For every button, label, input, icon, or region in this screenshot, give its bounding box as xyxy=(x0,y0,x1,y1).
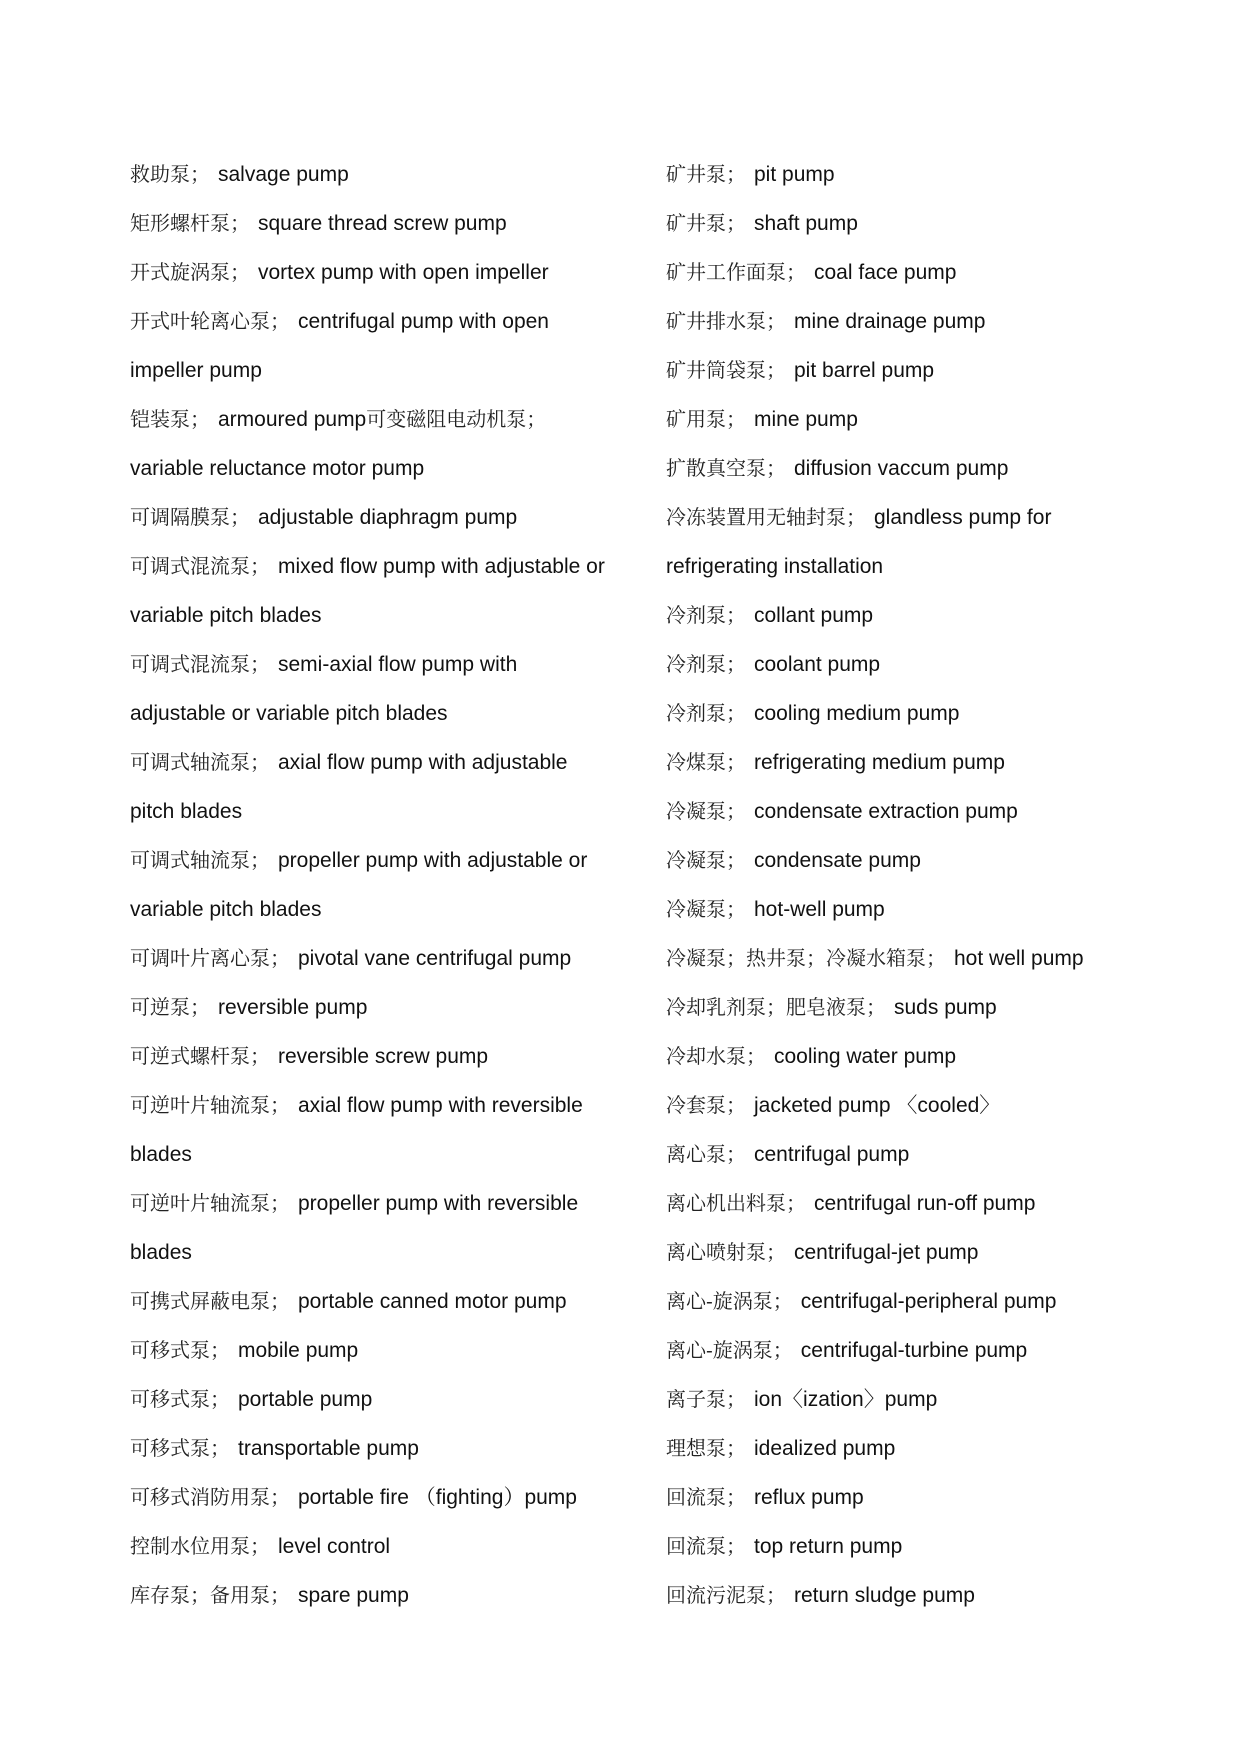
chinese-term: 可逆叶片轴流泵； xyxy=(130,1191,290,1215)
glossary-line xyxy=(666,1473,1176,1522)
glossary-line xyxy=(130,787,630,836)
glossary-line xyxy=(130,983,630,1032)
chinese-term: 救助泵； xyxy=(130,162,210,186)
glossary-line xyxy=(130,1424,630,1473)
english-term: transportable pump xyxy=(238,1437,419,1460)
english-term: collant pump xyxy=(754,604,874,627)
english-term: blades xyxy=(130,1143,192,1166)
glossary-line xyxy=(130,444,630,493)
english-term: centrifugal pump with open xyxy=(298,310,549,333)
english-term: idealized pump xyxy=(754,1437,896,1460)
english-term: coolant pump xyxy=(754,653,881,676)
glossary-line xyxy=(666,1277,1176,1326)
chinese-term: 开式旋涡泵； xyxy=(130,260,250,284)
chinese-term: 铠装泵； xyxy=(130,407,210,431)
chinese-term: 可移式消防用泵； xyxy=(130,1485,290,1509)
glossary-line xyxy=(130,738,630,787)
english-term: propeller pump with reversible xyxy=(298,1192,579,1215)
chinese-term: 可移式泵； xyxy=(130,1387,230,1411)
english-term: pit pump xyxy=(754,163,835,186)
chinese-term: 离心-旋涡泵； xyxy=(666,1289,793,1313)
english-term: variable pitch blades xyxy=(130,604,322,627)
glossary-line xyxy=(130,297,630,346)
glossary-line xyxy=(666,689,1176,738)
chinese-term: 冷冻装置用无轴封泵； xyxy=(666,505,866,529)
english-term: salvage pump xyxy=(218,163,349,186)
chinese-term: 矿井筒袋泵； xyxy=(666,358,786,382)
english-term: centrifugal-peripheral pump xyxy=(800,1290,1057,1313)
glossary-line xyxy=(666,591,1176,640)
glossary-line xyxy=(130,1228,630,1277)
chinese-term: 冷却乳剂泵；肥皂液泵； xyxy=(666,995,886,1019)
glossary-line xyxy=(130,885,630,934)
chinese-term: 扩散真空泵； xyxy=(666,456,786,480)
glossary-line xyxy=(130,346,630,395)
english-term: impeller pump xyxy=(130,359,262,382)
english-term: shaft pump xyxy=(754,212,858,235)
english-term: centrifugal run-off pump xyxy=(814,1192,1036,1215)
glossary-line xyxy=(130,1473,630,1522)
chinese-term: 离子泵； xyxy=(666,1387,746,1411)
glossary-line xyxy=(130,1522,630,1571)
english-term: variable reluctance motor pump xyxy=(130,457,425,480)
glossary-line xyxy=(666,885,1176,934)
english-term: reversible pump xyxy=(218,996,368,1019)
glossary-line xyxy=(666,150,1176,199)
english-term: propeller pump with adjustable or xyxy=(278,849,588,872)
chinese-term: 冷剂泵； xyxy=(666,603,746,627)
english-term: centrifugal pump xyxy=(754,1143,910,1166)
english-term: cooling water pump xyxy=(774,1045,957,1068)
glossary-line xyxy=(666,1179,1176,1228)
chinese-term: 可携式屏蔽电泵； xyxy=(130,1289,290,1313)
chinese-term: 离心-旋涡泵； xyxy=(666,1338,793,1362)
glossary-line xyxy=(666,738,1176,787)
glossary-line xyxy=(130,1326,630,1375)
english-term: vortex pump with open impeller xyxy=(258,261,549,284)
glossary-line xyxy=(666,542,1176,591)
chinese-term: 矿井泵； xyxy=(666,162,746,186)
glossary-line xyxy=(130,1277,630,1326)
chinese-term: 回流泵； xyxy=(666,1534,746,1558)
english-term: cooling medium pump xyxy=(754,702,960,725)
chinese-term: 可逆叶片轴流泵； xyxy=(130,1093,290,1117)
chinese-term: 可逆泵； xyxy=(130,995,210,1019)
chinese-term: 可调隔膜泵； xyxy=(130,505,250,529)
glossary-line xyxy=(666,1032,1176,1081)
english-term: axial flow pump with adjustable xyxy=(278,751,568,774)
chinese-term: 离心机出料泵； xyxy=(666,1191,806,1215)
english-term: mobile pump xyxy=(238,1339,359,1362)
glossary-line xyxy=(666,787,1176,836)
glossary-line xyxy=(130,591,630,640)
english-term: pit barrel pump xyxy=(794,359,935,382)
glossary-line xyxy=(666,836,1176,885)
english-term: refrigerating installation xyxy=(666,555,884,578)
chinese-term: 冷凝泵； xyxy=(666,848,746,872)
glossary-line xyxy=(666,1424,1176,1473)
english-term: portable pump xyxy=(238,1388,373,1411)
english-term: diffusion vaccum pump xyxy=(794,457,1009,480)
english-term: refrigerating medium pump xyxy=(754,751,1005,774)
english-term: glandless pump for xyxy=(874,506,1052,529)
chinese-term: 可移式泵； xyxy=(130,1338,230,1362)
chinese-term: 冷凝泵； xyxy=(666,897,746,921)
english-term: ion〈ization〉pump xyxy=(754,1388,938,1411)
glossary-line xyxy=(130,1375,630,1424)
glossary-line xyxy=(666,1228,1176,1277)
glossary-line xyxy=(666,983,1176,1032)
chinese-term: 可移式泵； xyxy=(130,1436,230,1460)
english-term: portable fire （fighting）pump xyxy=(298,1486,577,1509)
chinese-term: 可调式混流泵； xyxy=(130,554,270,578)
glossary-line xyxy=(666,395,1176,444)
english-term: condensate extraction pump xyxy=(754,800,1018,823)
chinese-term: 矩形螺杆泵； xyxy=(130,211,250,235)
english-term: adjustable or variable pitch blades xyxy=(130,702,448,725)
english-term: jacketed pump 〈cooled〉 xyxy=(754,1094,1001,1117)
glossary-line xyxy=(130,1081,630,1130)
english-term: adjustable diaphragm pump xyxy=(258,506,518,529)
glossary-line xyxy=(666,1522,1176,1571)
english-term: mine pump xyxy=(754,408,858,431)
glossary-line xyxy=(666,640,1176,689)
english-term: centrifugal-jet pump xyxy=(794,1241,979,1264)
english-term: pitch blades xyxy=(130,800,243,823)
chinese-term: 冷凝泵；热井泵；冷凝水箱泵； xyxy=(666,946,946,970)
chinese-term: 可调式混流泵； xyxy=(130,652,270,676)
chinese-term: 可调式轴流泵； xyxy=(130,750,270,774)
glossary-line xyxy=(130,248,630,297)
english-term: reflux pump xyxy=(754,1486,864,1509)
english-term: portable canned motor pump xyxy=(298,1290,567,1313)
english-term: suds pump xyxy=(894,996,997,1019)
glossary-line xyxy=(130,493,630,542)
english-term: centrifugal-turbine pump xyxy=(800,1339,1028,1362)
chinese-term: 控制水位用泵； xyxy=(130,1534,270,1558)
chinese-term: 可调式轴流泵； xyxy=(130,848,270,872)
glossary-line xyxy=(130,1179,630,1228)
chinese-term: 冷剂泵； xyxy=(666,652,746,676)
glossary-line xyxy=(130,150,630,199)
glossary-line xyxy=(666,297,1176,346)
english-term: hot well pump xyxy=(954,947,1084,970)
english-term: hot-well pump xyxy=(754,898,885,921)
glossary-line xyxy=(130,689,630,738)
english-term: level control xyxy=(278,1535,391,1558)
chinese-term: 矿井排水泵； xyxy=(666,309,786,333)
chinese-term: 理想泵； xyxy=(666,1436,746,1460)
chinese-term: 离心喷射泵； xyxy=(666,1240,786,1264)
glossary-line xyxy=(130,199,630,248)
glossary-line xyxy=(130,395,630,444)
chinese-term: 离心泵； xyxy=(666,1142,746,1166)
left-column xyxy=(130,150,630,1620)
english-term: armoured pump xyxy=(218,408,367,431)
english-term: condensate pump xyxy=(754,849,921,872)
glossary-line xyxy=(666,1130,1176,1179)
english-term: square thread screw pump xyxy=(258,212,507,235)
glossary-line xyxy=(130,836,630,885)
glossary-line xyxy=(130,640,630,689)
chinese-term: 开式叶轮离心泵； xyxy=(130,309,290,333)
english-term: semi-axial flow pump with xyxy=(278,653,518,676)
glossary-line xyxy=(666,1571,1176,1620)
glossary-line xyxy=(666,199,1176,248)
glossary-line xyxy=(666,1375,1176,1424)
chinese-term: 矿井泵； xyxy=(666,211,746,235)
english-term: blades xyxy=(130,1241,192,1264)
glossary-line xyxy=(130,1571,630,1620)
english-term: spare pump xyxy=(298,1584,409,1607)
chinese-term: 矿井工作面泵； xyxy=(666,260,806,284)
chinese-term: 库存泵；备用泵； xyxy=(130,1583,290,1607)
english-term: mine drainage pump xyxy=(794,310,986,333)
english-term: reversible screw pump xyxy=(278,1045,489,1068)
glossary-line xyxy=(130,1032,630,1081)
glossary-line xyxy=(130,542,630,591)
english-term: variable pitch blades xyxy=(130,898,322,921)
chinese-term: 可调叶片离心泵； xyxy=(130,946,290,970)
chinese-term: 回流泵； xyxy=(666,1485,746,1509)
glossary-line xyxy=(666,934,1176,983)
english-term: axial flow pump with reversible xyxy=(298,1094,583,1117)
glossary-line xyxy=(130,934,630,983)
glossary-line xyxy=(666,493,1176,542)
glossary-line xyxy=(666,1326,1176,1375)
glossary-line xyxy=(666,1081,1176,1130)
english-term: pivotal vane centrifugal pump xyxy=(298,947,572,970)
right-column xyxy=(666,150,1176,1620)
chinese-term: 矿用泵； xyxy=(666,407,746,431)
chinese-term: 回流污泥泵； xyxy=(666,1583,786,1607)
chinese-term: 可逆式螺杆泵； xyxy=(130,1044,270,1068)
chinese-term: 冷煤泵； xyxy=(666,750,746,774)
english-term: top return pump xyxy=(754,1535,903,1558)
english-term: coal face pump xyxy=(814,261,957,284)
chinese-term: 冷剂泵； xyxy=(666,701,746,725)
english-term: return sludge pump xyxy=(794,1584,975,1607)
chinese-term: 可变磁阻电动机泵； xyxy=(366,407,547,431)
english-term: mixed flow pump with adjustable or xyxy=(278,555,605,578)
chinese-term: 冷却水泵； xyxy=(666,1044,766,1068)
glossary-line xyxy=(130,1130,630,1179)
glossary-line xyxy=(666,346,1176,395)
glossary-line xyxy=(666,248,1176,297)
chinese-term: 冷凝泵； xyxy=(666,799,746,823)
glossary-line xyxy=(666,444,1176,493)
chinese-term: 冷套泵； xyxy=(666,1093,746,1117)
